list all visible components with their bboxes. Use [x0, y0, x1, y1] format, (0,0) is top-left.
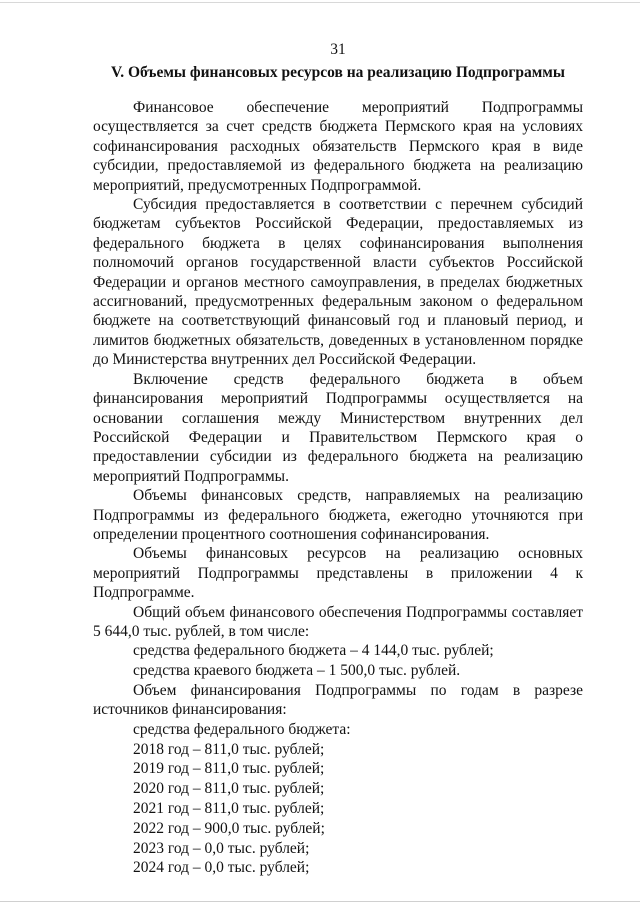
- paragraph-appendix-reference: Объемы финансовых ресурсов на реализацию основных мероприятий Подпрограммы представлены в приложении 4 к Подпрограмме.: [93, 545, 583, 602]
- federal-year-2021: 2021 год – 811,0 тыс. рублей;: [133, 799, 325, 817]
- funding-line-federal: средства федерального бюджета – 4 144,0 тыс. рублей;: [133, 642, 494, 660]
- federal-year-2020: 2020 год – 811,0 тыс. рублей;: [133, 780, 325, 798]
- paragraph-annual-update: Объемы финансовых средств, направляемых на реализацию Подпрограммы из федерального бюджета, ежегодно уточняются при определении процентного соотношения софинансирования.: [93, 487, 583, 543]
- federal-year-2024: 2024 год – 0,0 тыс. рублей;: [133, 859, 310, 877]
- page-number: 31: [330, 41, 346, 58]
- paragraph-funding-source: Финансовое обеспечение мероприятий Подпрограммы осуществляется за счет средств бюджета Пермского края на условиях софинансирования расходных обязательств Пермского края в виде субсидии, предоставляемой из федерального бюджета на реализацию мероприятий, предусмотренных Подпрограммой.: [93, 99, 583, 194]
- paragraph-agreement: Включение средств федерального бюджета в объем финансирования мероприятий Подпрограммы осуществляется на основании соглашения между Министерством внутренних дел Российской Федерации и Правительством Пермского края о предоставлении субсидии из федерального бюджета на реализацию мероприятий Подпрограммы.: [93, 370, 583, 485]
- document-page: [93, 40, 583, 878]
- paragraph-by-year-intro: Объем финансирования Подпрограммы по годам в разрезе источников финансирования:: [93, 681, 583, 719]
- paragraph-total-volume: Общий объем финансового обеспечения Подпрограммы составляет 5 644,0 тыс. рублей, в том числе:: [93, 603, 583, 640]
- paragraph-subsidy: Субсидия предоставляется в соответствии с перечнем субсидий бюджетам субъектов Российской Федерации, предоставляемых из федерального бюджета в целях софинансирования выполнения полномочий органов государственной власти субъектов Российской Федерации и органов местного самоуправления, в пределах бюджетных ассигнований, предусмотренных федеральным законом о федеральном бюджете на соответствующий финансовый год и плановый период, и лимитов бюджетных обязательств, доведенных в установленном порядке до Министерства внутренних дел Российской Федерации.: [93, 196, 583, 369]
- funding-line-regional: средства краевого бюджета – 1 500,0 тыс. рублей.: [133, 662, 461, 680]
- federal-budget-heading: средства федерального бюджета:: [133, 720, 351, 738]
- federal-year-2023: 2023 год – 0,0 тыс. рублей;: [133, 839, 310, 857]
- federal-year-2022: 2022 год – 900,0 тыс. рублей;: [133, 819, 325, 837]
- scan-edge-bottom: [0, 901, 640, 902]
- scan-edge-top: [0, 2, 640, 3]
- federal-year-2019: 2019 год – 811,0 тыс. рублей;: [133, 760, 325, 778]
- federal-year-2018: 2018 год – 811,0 тыс. рублей;: [133, 740, 325, 758]
- section-title: V. Объемы финансовых ресурсов на реализацию Подпрограммы: [111, 64, 565, 81]
